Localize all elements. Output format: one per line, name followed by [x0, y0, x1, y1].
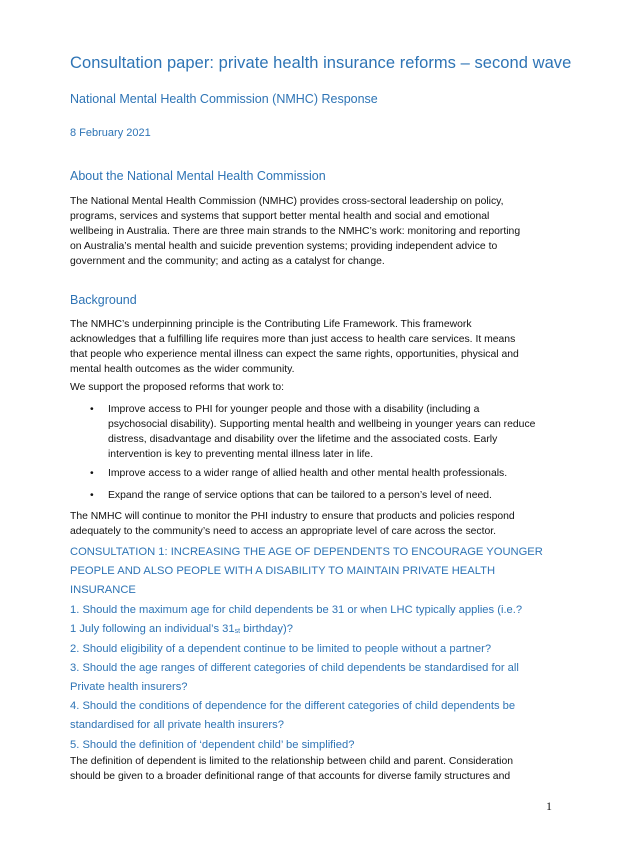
bullet-list: [70, 488, 560, 503]
about-line: government and the community; and acting as a catalyst for change.: [70, 256, 385, 267]
background-paragraph: [70, 317, 552, 377]
support-intro: We support the proposed reforms that work to:: [70, 382, 285, 393]
bullet-item: • Improve access to PHI for younger people and those with a disability (including a psychosocial disability). Supporting mental health and wellbeing in younger years can reduce distress, disadvantage and disability over the lifetime and the associated costs. Early intervention is key to preventing mental illness later in life.: [90, 404, 536, 460]
document-date: 8 February 2021: [70, 127, 151, 139]
background-heading: Background: [70, 293, 137, 307]
consultation-heading: CONSULTATION 1: INCREASING THE AGE OF DEPENDENTS TO ENCOURAGE YOUNGER PEOPLE AND ALSO PEOPLE WITH A DISABILITY TO MAINTAIN PRIVATE HEALTH INSURANCE: [70, 546, 543, 596]
bullet-item: • Improve access to a wider range of allied health and other mental health professionals.: [90, 468, 508, 479]
bullet-item: • Expand the range of service options that can be tailored to a person’s level of need.: [90, 490, 492, 501]
background-line: The NMHC’s underpinning principle is the Contributing Life Framework. This framework: [70, 319, 472, 330]
monitor-paragraph: The NMHC will continue to monitor the PHI industry to ensure that products and policies respond adequately to the community’s need to access an appropriate level of care across the sector.: [70, 511, 515, 537]
bullet-list: [70, 466, 560, 481]
document-subtitle: National Mental Health Commission (NMHC) Response: [70, 92, 378, 106]
about-paragraph: [70, 194, 552, 269]
question-1: 1. Should the maximum age for child dependents be 31 or when LHC typically applies (i.e.? 1 July following an individual’s $31_{st}$ birthday)?: [70, 604, 523, 635]
question-3: 3. Should the age ranges of different categories of child dependents be standardised for all Private health insurers?: [70, 662, 519, 693]
background-line: acknowledges that a fulfilling life requires more than just access to health care services. It means: [70, 334, 516, 345]
about-heading: About the National Mental Health Commission: [70, 169, 326, 183]
about-line: wellbeing in Australia. There are three main strands to the NMHC’s work: monitoring and reporting: [70, 226, 521, 237]
bullet-dot-icon: •: [90, 490, 94, 501]
bullet-list: [70, 402, 560, 462]
question-5: 5. Should the definition of ‘dependent child’ be simplified?: [70, 739, 355, 751]
about-line: The National Mental Health Commission (NMHC) provides cross-sectoral leadership on policy,: [70, 196, 504, 207]
document-title: Consultation paper: private health insurance reforms – second wave: [70, 54, 572, 72]
bullet-dot-icon: •: [90, 468, 94, 479]
background-line: mental health outcomes as the wider community.: [70, 364, 295, 375]
about-line: programs, services and systems that support better mental health and social and emotional: [70, 211, 490, 222]
question-2: 2. Should eligibility of a dependent continue to be limited to people without a partner?: [70, 643, 492, 655]
about-line: on Australia’s mental health and suicide prevention systems; providing independent advice to: [70, 241, 498, 252]
page-number: 1: [546, 799, 552, 813]
bullet-dot-icon: •: [90, 404, 94, 415]
question-4: 4. Should the conditions of dependence for the different categories of child dependents be standardised for all private health insurers?: [70, 700, 516, 731]
answer-paragraph: The definition of dependent is limited to the relationship between child and parent. Consideration should be given to a broader definitional range of that accounts for diverse family structures and: [70, 756, 514, 782]
background-line: that people who experience mental illness can expect the same rights, opportunities, physical and: [70, 349, 519, 360]
